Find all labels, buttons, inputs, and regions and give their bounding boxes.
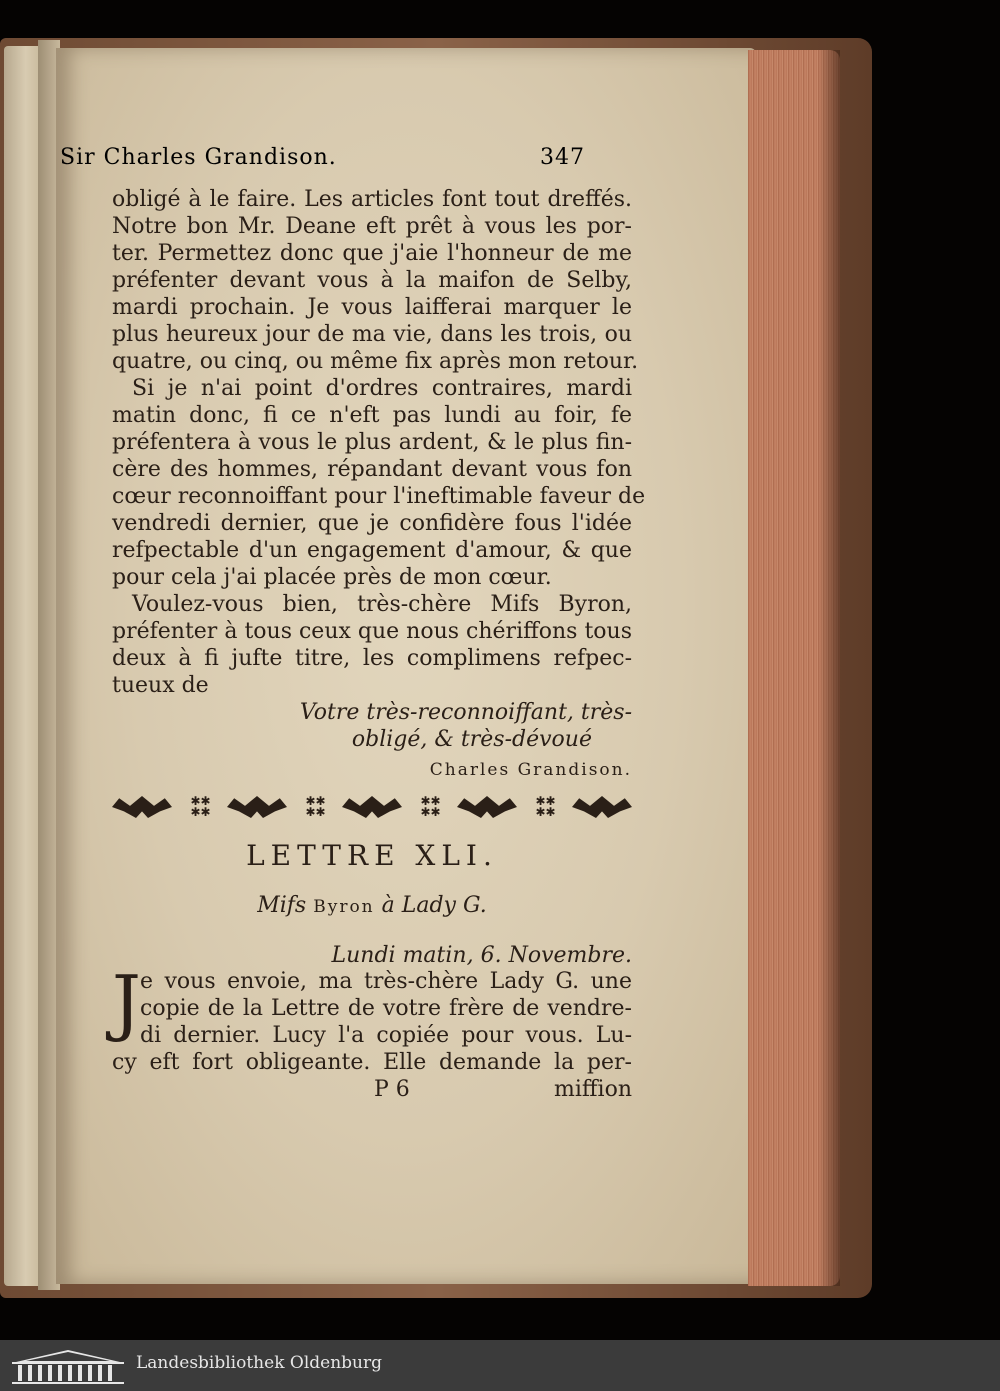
ornament-bird-icon	[342, 796, 402, 818]
subheading-suffix: à Lady G.	[381, 893, 487, 918]
signature-mark: P 6	[374, 1077, 410, 1102]
text-line: mardi prochain. Je vous laifferai marquer le	[112, 295, 632, 320]
text-line: cère des hommes, répandant devant vous fon	[112, 457, 632, 482]
text-line: e vous envoie, ma très-chère Lady G. une	[140, 969, 632, 994]
text-line: tueux de	[112, 673, 209, 698]
text-line: cy eft fort obligeante. Elle demande la per-	[112, 1050, 632, 1075]
text-line: deux à fi jufte titre, les complimens refpec-	[112, 646, 632, 671]
text-line: cœur reconnoiffant pour l'ineftimable faveur de	[112, 484, 646, 509]
text-line: refpectable d'un engagement d'amour, & que	[112, 538, 632, 563]
ornament-star-icon: ✱✱ ✱✱	[535, 794, 556, 819]
text-line: ter. Permettez donc que j'aie l'honneur de me	[112, 241, 632, 266]
subheading-name: Byron	[313, 897, 375, 917]
text-line: pour cela j'ai placée près de mon cœur.	[112, 565, 552, 590]
ornament-rule	[112, 790, 632, 824]
text-line: matin donc, fi ce n'eft pas lundi au foir, fe	[112, 403, 632, 428]
text-line: di dernier. Lucy l'a copiée pour vous. Lu-	[140, 1023, 632, 1048]
ornament-star-icon: ✱✱ ✱✱	[190, 794, 211, 819]
letter-subheading	[112, 890, 632, 922]
text-line: quatre, ou cinq, ou même fix après mon retour.	[112, 349, 639, 374]
text-line: copie de la Lettre de votre frère de vendre-	[140, 996, 632, 1021]
letter-opening	[112, 960, 632, 1086]
text-line: Si je n'ai point d'ordres contraires, mardi	[132, 376, 632, 401]
closing-line: Votre très-reconnoiffant, très-	[299, 700, 632, 725]
ornament-bird-icon	[457, 796, 517, 818]
page-edges	[748, 50, 840, 1286]
text-line: préfenter devant vous à la maifon de Selby,	[112, 268, 632, 293]
library-building-icon	[12, 1348, 124, 1384]
ornament-star-icon: ✱✱ ✱✱	[420, 794, 441, 819]
text-line: Notre bon Mr. Deane eft prêt à vous les por-	[112, 214, 632, 239]
dateline: Lundi matin, 6. Novembre.	[331, 943, 632, 968]
running-head	[60, 145, 585, 170]
page-number: 347	[540, 145, 585, 170]
drop-capital: J	[112, 960, 141, 1044]
ornament-bird-icon	[227, 796, 287, 818]
signature: Charles Grandison.	[429, 760, 632, 780]
institution-name: Landesbibliothek Oldenburg	[136, 1353, 383, 1373]
subheading-prefix: Mifs	[257, 893, 307, 918]
ornament-star-icon: ✱✱ ✱✱	[305, 794, 326, 819]
letter-heading: LETTRE XLI.	[246, 839, 498, 872]
text-line: vendredi dernier, que je confidère fous l'idée	[112, 511, 632, 536]
text-line: Voulez-vous bien, très-chère Mifs Byron,	[132, 592, 632, 617]
catchword: miffion	[554, 1077, 632, 1102]
closing-line: obligé, & très-dévoué	[351, 727, 592, 752]
footer-bar	[0, 1340, 1000, 1391]
text-line: obligé à le faire. Les articles font tout dreffés.	[112, 187, 632, 212]
text-line: plus heureux jour de ma vie, dans les trois, ou	[112, 322, 632, 347]
verso-page-edge	[4, 46, 40, 1286]
running-head-title: Sir Charles Grandison.	[60, 145, 337, 170]
text-line: préfenter à tous ceux que nous chériffons tous	[112, 619, 632, 644]
text-line: préfentera à vous le plus ardent, & le plus fin-	[112, 430, 632, 455]
ornament-bird-icon	[112, 796, 172, 818]
ornament-bird-icon	[572, 796, 632, 818]
